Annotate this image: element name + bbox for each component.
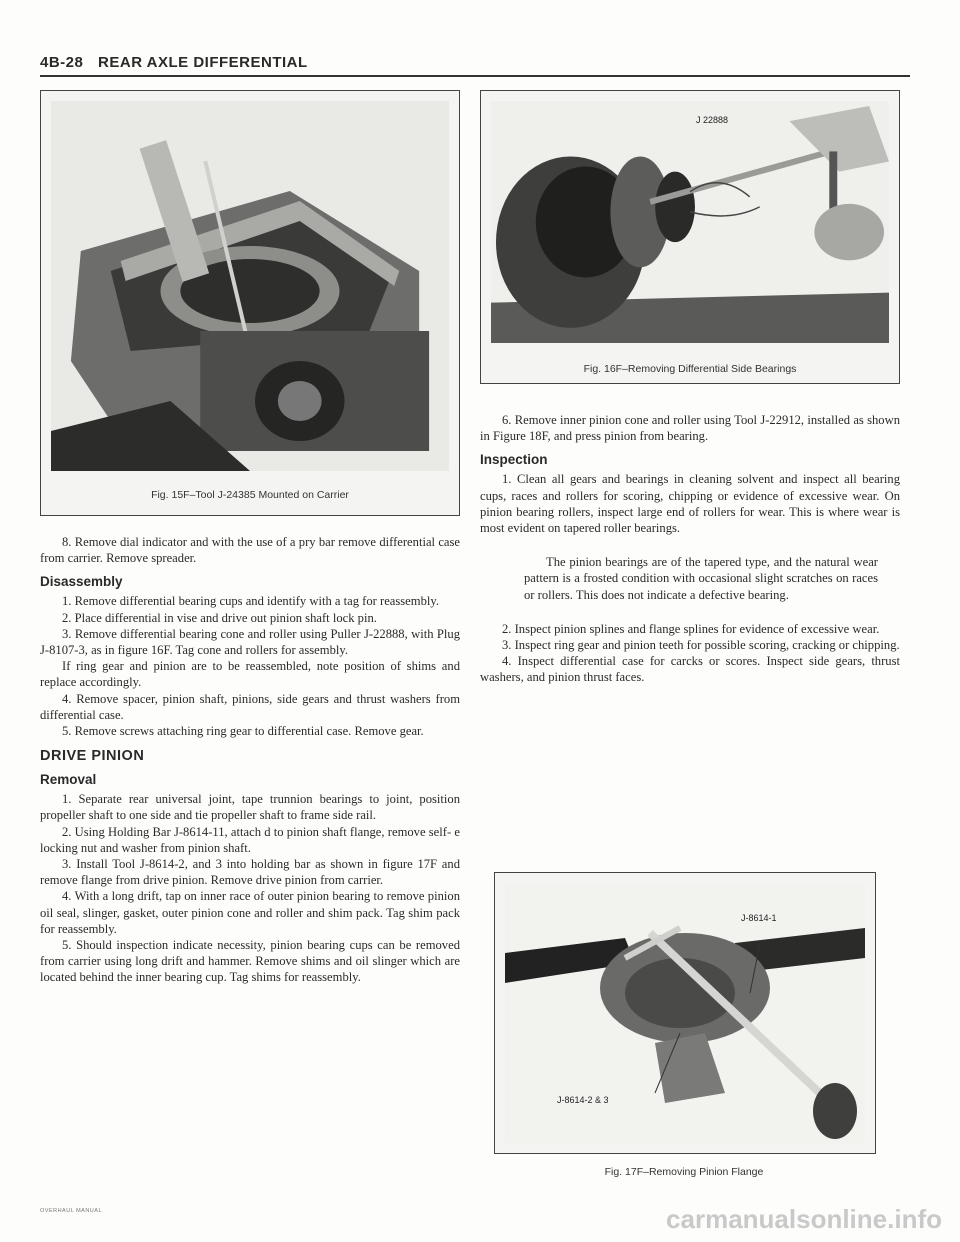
disassembly-step-2: 2. Place differential in vise and drive out pinion shaft lock pin. [62, 610, 377, 625]
removal-step-1: 1. Separate rear universal joint, tape trunnion bearings to joint, position propeller shaft to one side and tie propeller shaft to frame side rail. [40, 792, 460, 823]
disassembly-step-1: 1. Remove differential bearing cups and identify with a tag for reassembly. [62, 594, 439, 609]
heading-inspection: Inspection [480, 452, 548, 468]
figure-16f-label: J 22888 [696, 115, 729, 125]
removal-step-5: 5. Should inspection indicate necessity, pinion bearing cups can be removed from carrier using long drift and hammer. Remove shims and oil slinger which are located behind the inner bearing cup. Tag shims for reassembly. [40, 938, 460, 985]
right-text [480, 412, 900, 686]
footer: OVERHAUL MANUAL [40, 1208, 103, 1214]
disassembly-step-4: 4. Remove spacer, pinion shaft, pinions, side gears and thrust washers from differential case. [40, 691, 460, 722]
inspection-note: The pinion bearings are of the tapered type, and the natural wear pattern is a frosted condition with occasional slight scratches on races or rollers. This does not indicate a defective bearing. [524, 555, 878, 602]
inspection-step-1: 1. Clean all gears and bearings in cleaning solvent and inspect all bearing cups, races and rollers for scoring, chipping or evidence of excessive wear. On pinion bearing rollers, inspect large end of rollers for wear. This is where wear is most evident on tapered roller bearings. [480, 472, 900, 536]
figure-16f-photo [491, 101, 889, 343]
disassembly-step-3: 3. Remove differential bearing cone and roller using Puller J-22888, with Plug J-8107-3, as in figure 16F. Tag cone and rollers for assembly. [40, 626, 460, 658]
figure-16f [480, 90, 900, 384]
heading-removal: Removal [40, 772, 97, 788]
figure-16f-caption: Fig. 16F–Removing Differential Side Bearings [583, 363, 797, 375]
figure-15f [40, 90, 460, 516]
figure-15f-photo [51, 101, 449, 471]
inspection-step-4: 4. Inspect differential case for carcks or scores. Inspect side gears, thrust washers, and pinion thrust faces. [480, 654, 900, 685]
step-8: 8. Remove dial indicator and with the use of a pry bar remove differential case from carrier. Remove spreader. [40, 535, 460, 566]
inspection-step-2: 2. Inspect pinion splines and flange splines for evidence of excessive wear. [502, 621, 880, 636]
removal-step-4: 4. With a long drift, tap on inner race of outer pinion bearing to remove pinion oil seal, slinger, gasket, outer pinion cone and roller and shim pack. Tag shim pack for reassembly. [40, 889, 460, 936]
figure-17f-label-bottom: J-8614-2 & 3 [557, 1095, 609, 1105]
right-column [480, 90, 900, 1178]
figure-17f-label-top: J-8614-1 [741, 913, 777, 923]
page-header [40, 54, 910, 77]
watermark: carmanualsonline.info [666, 1204, 942, 1234]
inspection-step-3: 3. Inspect ring gear and pinion teeth for possible scoring, cracking or chipping. [502, 638, 900, 653]
figure-17f-caption: Fig. 17F–Removing Pinion Flange [604, 1166, 764, 1178]
removal-step-2: 2. Using Holding Bar J-8614-11, attach d to pinion shaft flange, remove self- e locking nut and washer from pinion shaft. [40, 824, 460, 855]
figure-15f-caption: Fig. 15F–Tool J-24385 Mounted on Carrier [151, 489, 349, 501]
disassembly-step-3-note: If ring gear and pinion are to be reassembled, note position of shims and replace accordingly. [40, 659, 460, 690]
section-title: REAR AXLE DIFFERENTIAL [98, 54, 308, 71]
page-number: 4B-28 [40, 54, 84, 71]
heading-drive-pinion: DRIVE PINION [40, 748, 145, 765]
figure-17f [494, 872, 876, 1154]
left-column [40, 90, 460, 986]
disassembly-step-5: 5. Remove screws attaching ring gear to differential case. Remove gear. [62, 724, 424, 739]
step-6: 6. Remove inner pinion cone and roller using Tool J-22912, installed as shown in Figure 18F, and press pinion from bearing. [480, 413, 900, 444]
left-text [40, 534, 460, 986]
heading-disassembly: Disassembly [40, 574, 123, 590]
removal-step-3: 3. Install Tool J-8614-2, and 3 into holding bar as shown in figure 17F and remove flange from drive pinion. Remove drive pinion from carrier. [40, 857, 460, 888]
